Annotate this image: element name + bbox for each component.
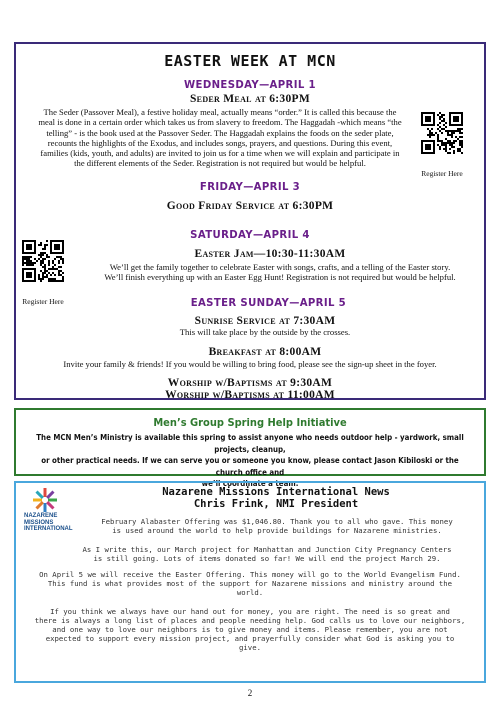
- nmi-line: As I write this, our March project for Manhattan and Junction City Pregnancy Centers: [82, 545, 452, 554]
- page-number: 2: [247, 688, 253, 698]
- nmi-line: This fund is what provides most of the support for Nazarene missions and ministry around the: [47, 579, 453, 588]
- nmi-line: If you think we always have our hand out for money, you are right. The need is so great and: [50, 607, 450, 616]
- wednesday-heading: WEDNESDAY—APRIL 1: [184, 78, 316, 91]
- nmi-line: is used around the world to help provide buildings for Nazarene ministries.: [112, 526, 442, 535]
- sunday-heading: EASTER SUNDAY—APRIL 5: [190, 296, 347, 309]
- mens-line: The MCN Men’s Ministry is available this spring to assist anyone who needs outdoor help - yardwork, small projects, cleanup,: [36, 433, 464, 454]
- nmi-logo-icon: [20, 487, 74, 537]
- breakfast-note: Invite your family & friends! If you would be willing to bring food, please see the sign-up sheet in the foyer.: [63, 359, 437, 369]
- nmi-line: give.: [239, 643, 261, 652]
- nmi-line: February Alabaster Offering was $1,046.80. Thank you to all who gave. This money: [101, 517, 453, 526]
- sunrise-service-heading: Sunrise Service at 7:30AM: [194, 315, 336, 327]
- nmi-paragraph-need: [22, 607, 478, 652]
- nmi-logo-text: [24, 513, 73, 533]
- nmi-paragraph-alabaster: [76, 517, 478, 535]
- easter-jam-line: We’ll finish everything up with an Easter Egg Hunt! Registration is not required but would be helpful.: [104, 272, 456, 283]
- nmi-line: there is always a long list of places and people needing help. God calls us to love our neighbors,: [34, 616, 466, 625]
- mens-line: or other practical needs. If we can serve you or someone you know, please contact Jason Kibiloski or the church office and: [41, 456, 459, 477]
- seder-description: [20, 107, 420, 169]
- seder-line: the different elements of the Seder. Registration is not required but would be helpful.: [74, 158, 366, 169]
- nmi-line: is still going. Lots of items donated so far! We will end the project March 29.: [93, 554, 441, 563]
- nmi-paragraph-march: [56, 545, 478, 563]
- nmi-paragraph-easter-offering: [22, 570, 478, 597]
- logo-word: INTERNATIONAL: [24, 526, 73, 532]
- nmi-line: and one way to love our neighbors is to give money and items. Please remember, you are not: [52, 625, 448, 634]
- register-here-caption: Register Here: [22, 297, 64, 306]
- saturday-heading: SATURDAY—APRIL 4: [190, 228, 310, 241]
- qr-code-icon[interactable]: [22, 240, 64, 282]
- easter-week-section: [14, 42, 486, 400]
- seder-line: telling” - is the book used at the Passover Seder. The Haggadah explains the foods on the seder plate,: [46, 127, 394, 138]
- logo-word: NAZARENE: [24, 513, 58, 519]
- mens-line: we’ll coordinate a team.: [201, 479, 299, 488]
- nmi-line: expected to support every mission project, and prayerfully consider what God is asking you to: [45, 634, 455, 643]
- seder-line: The Seder (Passover Meal), a festive holiday meal, actually means “order.” It is called this because the: [43, 107, 397, 117]
- register-here-caption: Register Here: [421, 169, 463, 178]
- nmi-news-title: Nazarene Missions International News: [162, 486, 390, 498]
- breakfast-heading: Breakfast at 8:00AM: [208, 346, 322, 358]
- good-friday-heading: Good Friday Service at 6:30PM: [166, 200, 334, 212]
- sunrise-note: This will take place by the outside by the crosses.: [179, 327, 351, 337]
- qr-code-icon[interactable]: [421, 112, 463, 154]
- mens-group-section: [14, 408, 486, 488]
- seder-line: meal is done in a certain order which takes us from slavery to freedom. The Haggadah -which means “the: [38, 117, 402, 128]
- worship-1100-heading: Worship w/Baptisms at 11:00AM: [165, 389, 335, 401]
- friday-heading: FRIDAY—APRIL 3: [199, 180, 301, 193]
- nmi-news-section: [14, 481, 486, 683]
- mens-group-title: Men’s Group Spring Help Initiative: [153, 416, 347, 429]
- easter-jam-line: We’ll get the family together to celebrate Easter with songs, crafts, and a telling of the Easter story.: [109, 262, 451, 272]
- seder-line: families (kids, youth, and adults) are invited to join us for a time when we will explain and participate in: [40, 148, 400, 159]
- nmi-line: On April 5 we will receive the Easter Offering. This money will go to the World Evangelism Fund.: [39, 570, 461, 579]
- nmi-line: world.: [236, 588, 264, 597]
- easter-title: EASTER WEEK AT MCN: [164, 52, 336, 70]
- worship-930-heading: Worship w/Baptisms at 9:30AM: [167, 377, 333, 389]
- easter-jam-description: [76, 262, 484, 283]
- logo-word: MISSIONS: [24, 519, 54, 526]
- nmi-president-line: Chris Frink, NMI President: [193, 498, 359, 510]
- seder-meal-heading: Seder Meal at 6:30PM: [189, 93, 311, 105]
- easter-jam-heading: Easter Jam—10:30-11:30AM: [194, 248, 346, 260]
- seder-line: recounts the highlights of the Exodus, and includes songs, prayers, and questions. During this event,: [47, 137, 393, 148]
